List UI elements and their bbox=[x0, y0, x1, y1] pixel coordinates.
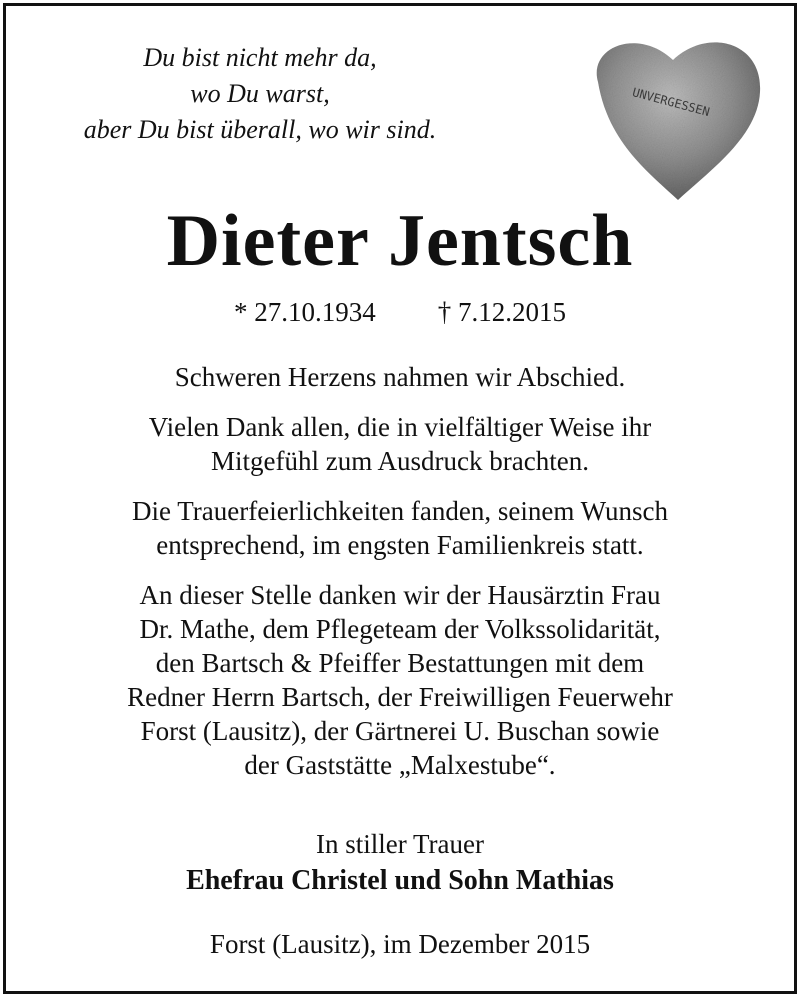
heart-inscription: UNVERGESSEN bbox=[630, 85, 712, 120]
heart-shape bbox=[597, 42, 760, 200]
paragraph-line: An dieser Stelle danken wir der Hausärztin Frau bbox=[139, 580, 661, 610]
paragraph-line: den Bartsch & Pfeiffer Bestattungen mit dem bbox=[155, 648, 645, 678]
place-and-date: Forst (Lausitz), im Dezember 2015 bbox=[209, 929, 591, 959]
motto-line: aber Du bist überall, wo wir sind. bbox=[83, 115, 437, 144]
paragraph-line: Mitgefühl zum Ausdruck brachten. bbox=[211, 446, 589, 476]
paragraph bbox=[20, 410, 780, 478]
paragraph-line: Forst (Lausitz), der Gärtnerei U. Buschan sowie bbox=[140, 716, 660, 746]
motto-line: Du bist nicht mehr da, bbox=[143, 43, 377, 72]
life-dates bbox=[0, 294, 800, 330]
paragraph bbox=[20, 494, 780, 562]
paragraph-line: Vielen Dank allen, die in vielfältiger Weise ihr bbox=[148, 412, 652, 442]
motto-verse bbox=[40, 40, 480, 148]
paragraph-line: der Gaststätte „Malxestube“. bbox=[244, 750, 556, 780]
paragraph-line: Schweren Herzens nahmen wir Abschied. bbox=[174, 362, 626, 392]
deceased-name: Dieter Jentsch bbox=[166, 200, 634, 282]
paragraph-line: Dr. Mathe, dem Pflegeteam der Volkssolidarität, bbox=[139, 614, 661, 644]
mourning-line: In stiller Trauer bbox=[316, 829, 484, 859]
paragraph-line: entsprechend, im engsten Familienkreis statt. bbox=[156, 530, 644, 560]
paragraph bbox=[20, 578, 780, 782]
birth-date: * 27.10.1934 bbox=[234, 297, 376, 327]
motto-line: wo Du warst, bbox=[190, 79, 330, 108]
death-date: † 7.12.2015 bbox=[437, 297, 566, 327]
notice-body bbox=[20, 360, 780, 798]
paragraph-line: Redner Herrn Bartsch, der Freiwilligen Feuerwehr bbox=[127, 682, 673, 712]
paragraph bbox=[20, 360, 780, 394]
heart-stone-image bbox=[568, 22, 778, 212]
paragraph-line: Die Trauerfeierlichkeiten fanden, seinem Wunsch bbox=[132, 496, 668, 526]
family-signature: Ehefrau Christel und Sohn Mathias bbox=[186, 865, 614, 896]
